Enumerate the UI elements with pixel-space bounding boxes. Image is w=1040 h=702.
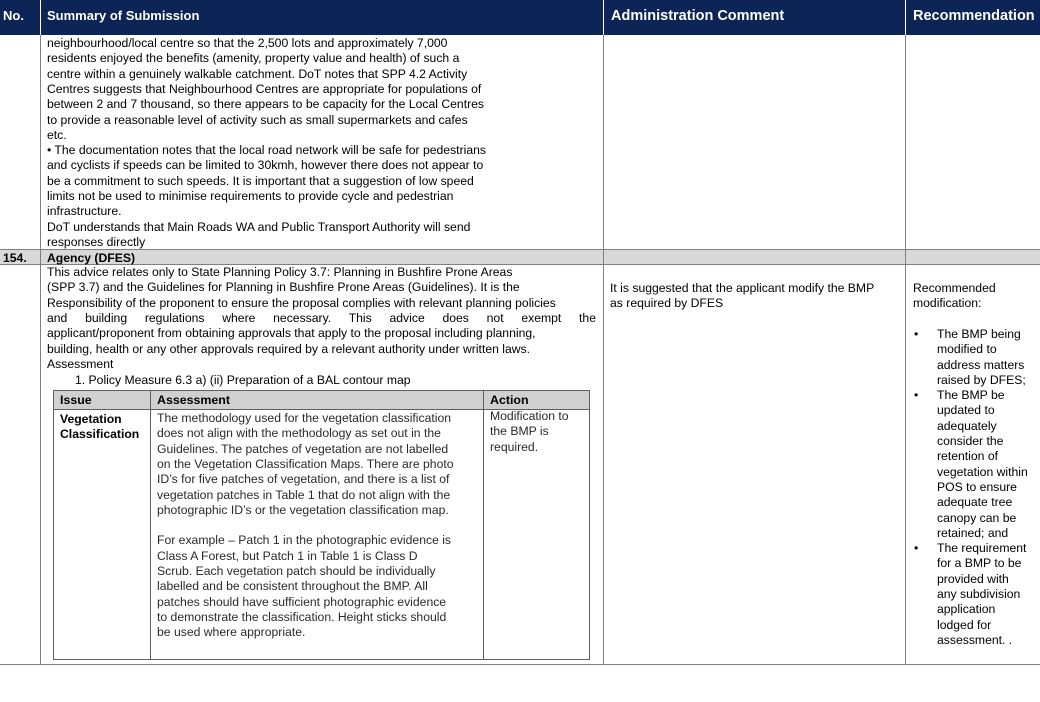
action-line: Modification to (490, 409, 569, 423)
recommendation-item-line: POS to ensure (937, 479, 1017, 494)
col-divider-1 (40, 35, 41, 664)
issue-line: Vegetation (60, 412, 122, 426)
assessment-line: patches should have sufficient photographic evidence (157, 594, 447, 609)
recommendation-item-line: vegetation within (937, 464, 1028, 479)
row2-text-line: Responsibility of the proponent to ensure the proposal complies with relevant planning policies (47, 295, 556, 310)
recommendation-item-line: modified to (937, 342, 997, 357)
recommendation-item-line: any subdivision (937, 587, 1021, 602)
row1-text-line: responses directly (47, 234, 146, 249)
col-divider-2 (603, 35, 604, 664)
action-line: required. (490, 439, 539, 454)
recommendation-item-line: canopy can be (937, 510, 1017, 525)
table-header-action: Action (490, 393, 529, 407)
assessment-line: to demonstrate the classification. Height sticks should (157, 609, 447, 624)
recommendation-item-line: application (937, 602, 996, 617)
row1-text-line: neighbourhood/local centre so that the 2,500 lots and approximately 7,000 (47, 36, 448, 50)
row1-text-line: between 2 and 7 thousand, so there appears to be capacity for the Local Centres (47, 97, 485, 112)
assessment-table-divider-1 (150, 391, 151, 659)
row1-text-line: be a commitment to such speeds. It is important that a suggestion of low speed (47, 173, 474, 188)
admin-comment-line: as required by DFES (610, 296, 724, 311)
assessment-line: The methodology used for the vegetation classification (157, 411, 452, 425)
row1-text-line: limits not be used to minimise requirements to provide cycle and pedestrian (47, 189, 454, 203)
assessment-line: Class A Forest, but Patch 1 in Table 1 is Class D (157, 548, 418, 563)
row1-text-line: infrastructure. (47, 204, 122, 219)
recommendation-item-line: provided with (937, 571, 1009, 586)
agency-number: 154. (3, 251, 27, 265)
policy-measure-item: 1. Policy Measure 6.3 a) (ii) Preparation of a BAL contour map (75, 373, 411, 387)
recommendation-list (913, 327, 1028, 648)
assessment-line: vegetation patches in Table 1 that do not align with the (157, 487, 451, 502)
row2-text-line: applicant/proponent from obtaining approvals that apply to the proposal including planning, (47, 326, 536, 341)
row2-text-line: and building regulations where necessary. This advice does not exempt the (47, 310, 596, 325)
assessment-line: For example – Patch 1 in the photographic evidence is (157, 533, 452, 548)
assessment-label: Assessment (47, 357, 114, 371)
recommendation-intro-line: Recommended (913, 281, 996, 295)
header-recommendation (906, 0, 1040, 35)
row1-text-line: DoT understands that Main Roads WA and Public Transport Authority will send (47, 219, 471, 234)
assessment-table-divider-2 (483, 391, 484, 659)
assessment-line: ID’s for five patches of vegetation, and there is a list of (157, 472, 450, 487)
assessment-line: Scrub. Each vegetation patch should be individually (157, 564, 436, 578)
assessment-line: photographic ID’s or the vegetation classification map. (157, 502, 449, 517)
row2-text-line: This advice relates only to State Planning Policy 3.7: Planning in Bushfire Prone Areas (47, 265, 513, 279)
admin-comment-line: It is suggested that the applicant modify the BMP (610, 281, 875, 295)
header-recommendation-label: Recommendation (913, 8, 1035, 24)
assessment-line: Guidelines. The patches of vegetation are not labelled (157, 441, 449, 456)
recommendation-item-line: • The BMP being (937, 327, 1021, 341)
header-summary (41, 0, 603, 35)
row1-text-line: Centres suggests that Neighbourhood Centres are appropriate for populations of (47, 81, 482, 96)
table-header-issue: Issue (60, 393, 92, 407)
table-header-assessment: Assessment (157, 393, 231, 407)
issue-line: Classification (60, 427, 140, 442)
agency-name: Agency (DFES) (47, 251, 136, 265)
recommendation-intro-line: modification: (913, 296, 982, 311)
header-summary-label: Summary of Submission (47, 8, 200, 23)
recommendation-item-line: assessment. . (937, 632, 1013, 647)
recommendation-item (913, 388, 1028, 541)
row1-text-line: centre within a genuinely walkable catchment. DoT notes that SPP 4.2 Activity (47, 66, 468, 81)
band-divider-2 (603, 250, 604, 264)
row1-text-line: residents enjoyed the benefits (amenity, property value and health) of such a (47, 51, 460, 66)
recommendation-item-line: for a BMP to be (937, 556, 1022, 571)
recommendation-item-line: adequately (937, 418, 997, 433)
band-divider-1 (40, 250, 41, 264)
recommendation-item-line: updated to (937, 403, 995, 418)
row1-text-line: and cyclists if speeds can be limited to 30kmh, however there does not appear to (47, 158, 484, 173)
row2-text-line: (SPP 3.7) and the Guidelines for Planning in Bushfire Prone Areas (Guidelines). It is the (47, 280, 520, 295)
row1-text-line: • The documentation notes that the local road network will be safe for pedestrians (47, 143, 486, 158)
header-admin (604, 0, 905, 35)
col-divider-3 (905, 35, 906, 664)
agency-band (0, 250, 1040, 264)
recommendation-item-line: consider the (937, 434, 1004, 449)
recommendation-item-line: • The requirement (937, 541, 1027, 556)
recommendation-item (913, 327, 1028, 388)
recommendation-item (913, 541, 1028, 648)
assessment-table (53, 390, 590, 660)
assessment-line: does not align with the methodology as set out in the (157, 426, 441, 441)
header-admin-label: Administration Comment (611, 8, 785, 24)
recommendation-item-line: adequate tree (937, 495, 1013, 510)
header-no-label: No. (3, 8, 24, 23)
recommendation-item-line: raised by DFES; (937, 372, 1026, 387)
assessment-line: be used where appropriate. (157, 625, 306, 640)
row-divider-3 (0, 664, 1040, 665)
band-divider-3 (905, 250, 906, 264)
assessment-line: on the Vegetation Classification Maps. There are photo (157, 456, 454, 471)
header-no (0, 0, 40, 35)
recommendation-item-line: • The BMP be (937, 388, 1005, 403)
row2-text-line: building, health or any other approvals required by a relevant authority under written laws. (47, 341, 531, 356)
recommendation-item-line: address matters (937, 357, 1025, 372)
recommendation-item-line: retained; and (937, 525, 1009, 540)
action-line: the BMP is (490, 424, 549, 439)
assessment-line: labelled and be consistent throughout the BMP. All (157, 579, 428, 594)
recommendation-item-line: retention of (937, 449, 998, 464)
row1-text-line: etc. (47, 127, 67, 142)
recommendation-item-line: lodged for (937, 617, 992, 632)
row1-text-line: to provide a reasonable level of activity such as small supermarkets and cafes (47, 112, 468, 127)
